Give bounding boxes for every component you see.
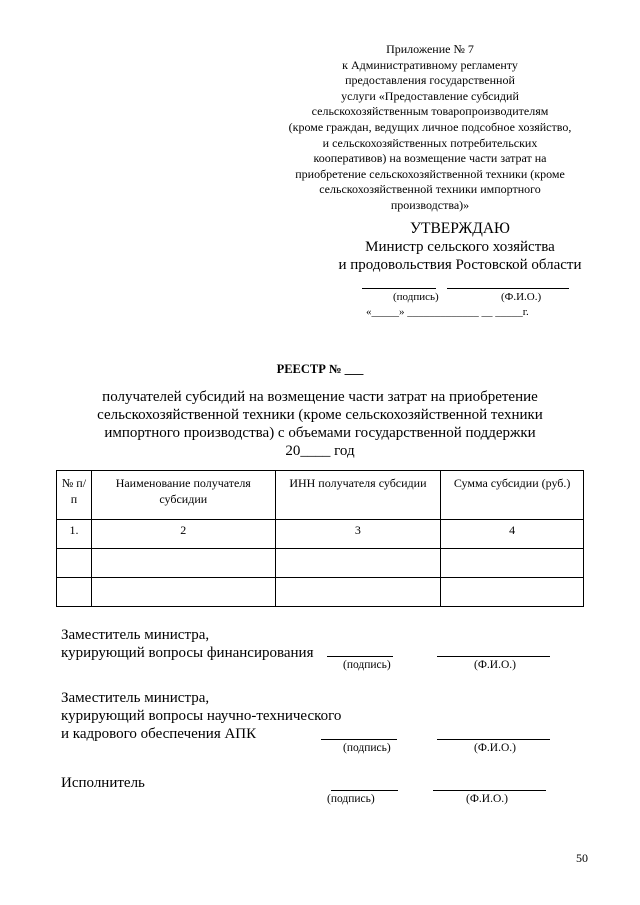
approval-name-line xyxy=(447,288,569,289)
registry-table xyxy=(56,470,584,607)
header-cell-recipient-name: Наименование получателя субсидии xyxy=(91,471,275,520)
table-cell xyxy=(441,549,584,578)
approval-signature-line xyxy=(362,288,436,289)
appendix-header xyxy=(260,42,600,214)
approval-date-line: «_____» _____________ __ _____г. xyxy=(366,306,529,318)
appendix-line: сельскохозяйственным товаропроизводителям xyxy=(311,104,549,119)
registry-subtitle-line: получателей субсидий на возмещение части затрат на приобретение xyxy=(102,389,538,405)
executor-name-caption: (Ф.И.О.) xyxy=(466,793,508,805)
table-cell xyxy=(275,578,441,607)
table-row xyxy=(57,520,584,549)
table-cell: 4 xyxy=(441,520,584,549)
table-cell: 1. xyxy=(57,520,92,549)
appendix-line: кооперативов) на возмещение части затрат на xyxy=(313,151,547,166)
table-cell xyxy=(275,549,441,578)
registry-title: РЕЕСТР № ___ xyxy=(276,362,364,376)
table-header-row xyxy=(57,471,584,520)
table-cell xyxy=(57,549,92,578)
appendix-line: сельскохозяйственной техники импортного xyxy=(319,182,541,197)
finance-deputy-line2: курирующий вопросы финансирования xyxy=(61,645,314,661)
finance-deputy-signature-caption: (подпись) xyxy=(343,659,391,671)
appendix-line: приобретение сельскохозяйственной техники (кроме xyxy=(295,166,565,181)
appendix-line: к Административному регламенту xyxy=(342,57,518,72)
executor-signature-caption: (подпись) xyxy=(327,793,375,805)
approval-title: УТВЕРЖДАЮ xyxy=(410,220,510,237)
appendix-line: предоставления государственной xyxy=(345,73,515,88)
header-cell-number: № п/п xyxy=(57,471,92,520)
executor-label: Исполнитель xyxy=(61,775,145,791)
finance-deputy-line1: Заместитель министра, xyxy=(61,627,210,643)
header-cell-subsidy-amount: Сумма субсидии (руб.) xyxy=(441,471,584,520)
tech-deputy-name-line xyxy=(437,739,550,740)
finance-deputy-name-line xyxy=(437,656,550,657)
table-row xyxy=(57,578,584,607)
tech-deputy-signature-caption: (подпись) xyxy=(343,742,391,754)
tech-deputy-line1: Заместитель министра, xyxy=(61,690,210,706)
registry-subtitle-line: импортного производства) с объемами государственной поддержки xyxy=(104,425,536,441)
appendix-line: Приложение № 7 xyxy=(386,42,474,56)
approval-block xyxy=(330,220,590,274)
appendix-line: и сельскохозяйственных потребительских xyxy=(322,135,538,150)
table-cell: 3 xyxy=(275,520,441,549)
tech-deputy-line2: курирующий вопросы научно-технического xyxy=(61,708,342,724)
registry-subtitle xyxy=(60,388,580,460)
executor-signature-line xyxy=(331,790,398,791)
approval-position-line1: Министр сельского хозяйства xyxy=(365,239,555,255)
appendix-line: (кроме граждан, ведущих личное подсобное хозяйство, xyxy=(288,119,572,134)
appendix-line: услуги «Предоставление субсидий xyxy=(341,88,519,103)
approval-name-caption: (Ф.И.О.) xyxy=(501,291,542,303)
table-cell xyxy=(91,578,275,607)
page-number: 50 xyxy=(576,851,588,865)
appendix-line: производства)» xyxy=(390,197,470,212)
tech-deputy-signature-line xyxy=(321,739,397,740)
table-cell: 2 xyxy=(91,520,275,549)
tech-deputy-title xyxy=(61,689,341,743)
approval-signature-caption: (подпись) xyxy=(393,291,439,303)
finance-deputy-title xyxy=(61,626,313,662)
tech-deputy-line3: и кадрового обеспечения АПК xyxy=(61,726,257,742)
tech-deputy-name-caption: (Ф.И.О.) xyxy=(474,742,516,754)
table-row xyxy=(57,549,584,578)
finance-deputy-name-caption: (Ф.И.О.) xyxy=(474,659,516,671)
table-cell xyxy=(57,578,92,607)
finance-deputy-signature-line xyxy=(327,656,393,657)
table-cell xyxy=(91,549,275,578)
header-cell-inn: ИНН получателя субсидии xyxy=(275,471,441,520)
executor-name-line xyxy=(433,790,546,791)
registry-subtitle-line: 20____ год xyxy=(285,443,355,459)
approval-position-line2: и продовольствия Ростовской области xyxy=(338,257,582,273)
table-cell xyxy=(441,578,584,607)
registry-subtitle-line: сельскохозяйственной техники (кроме сельскохозяйственной техники xyxy=(97,407,543,423)
